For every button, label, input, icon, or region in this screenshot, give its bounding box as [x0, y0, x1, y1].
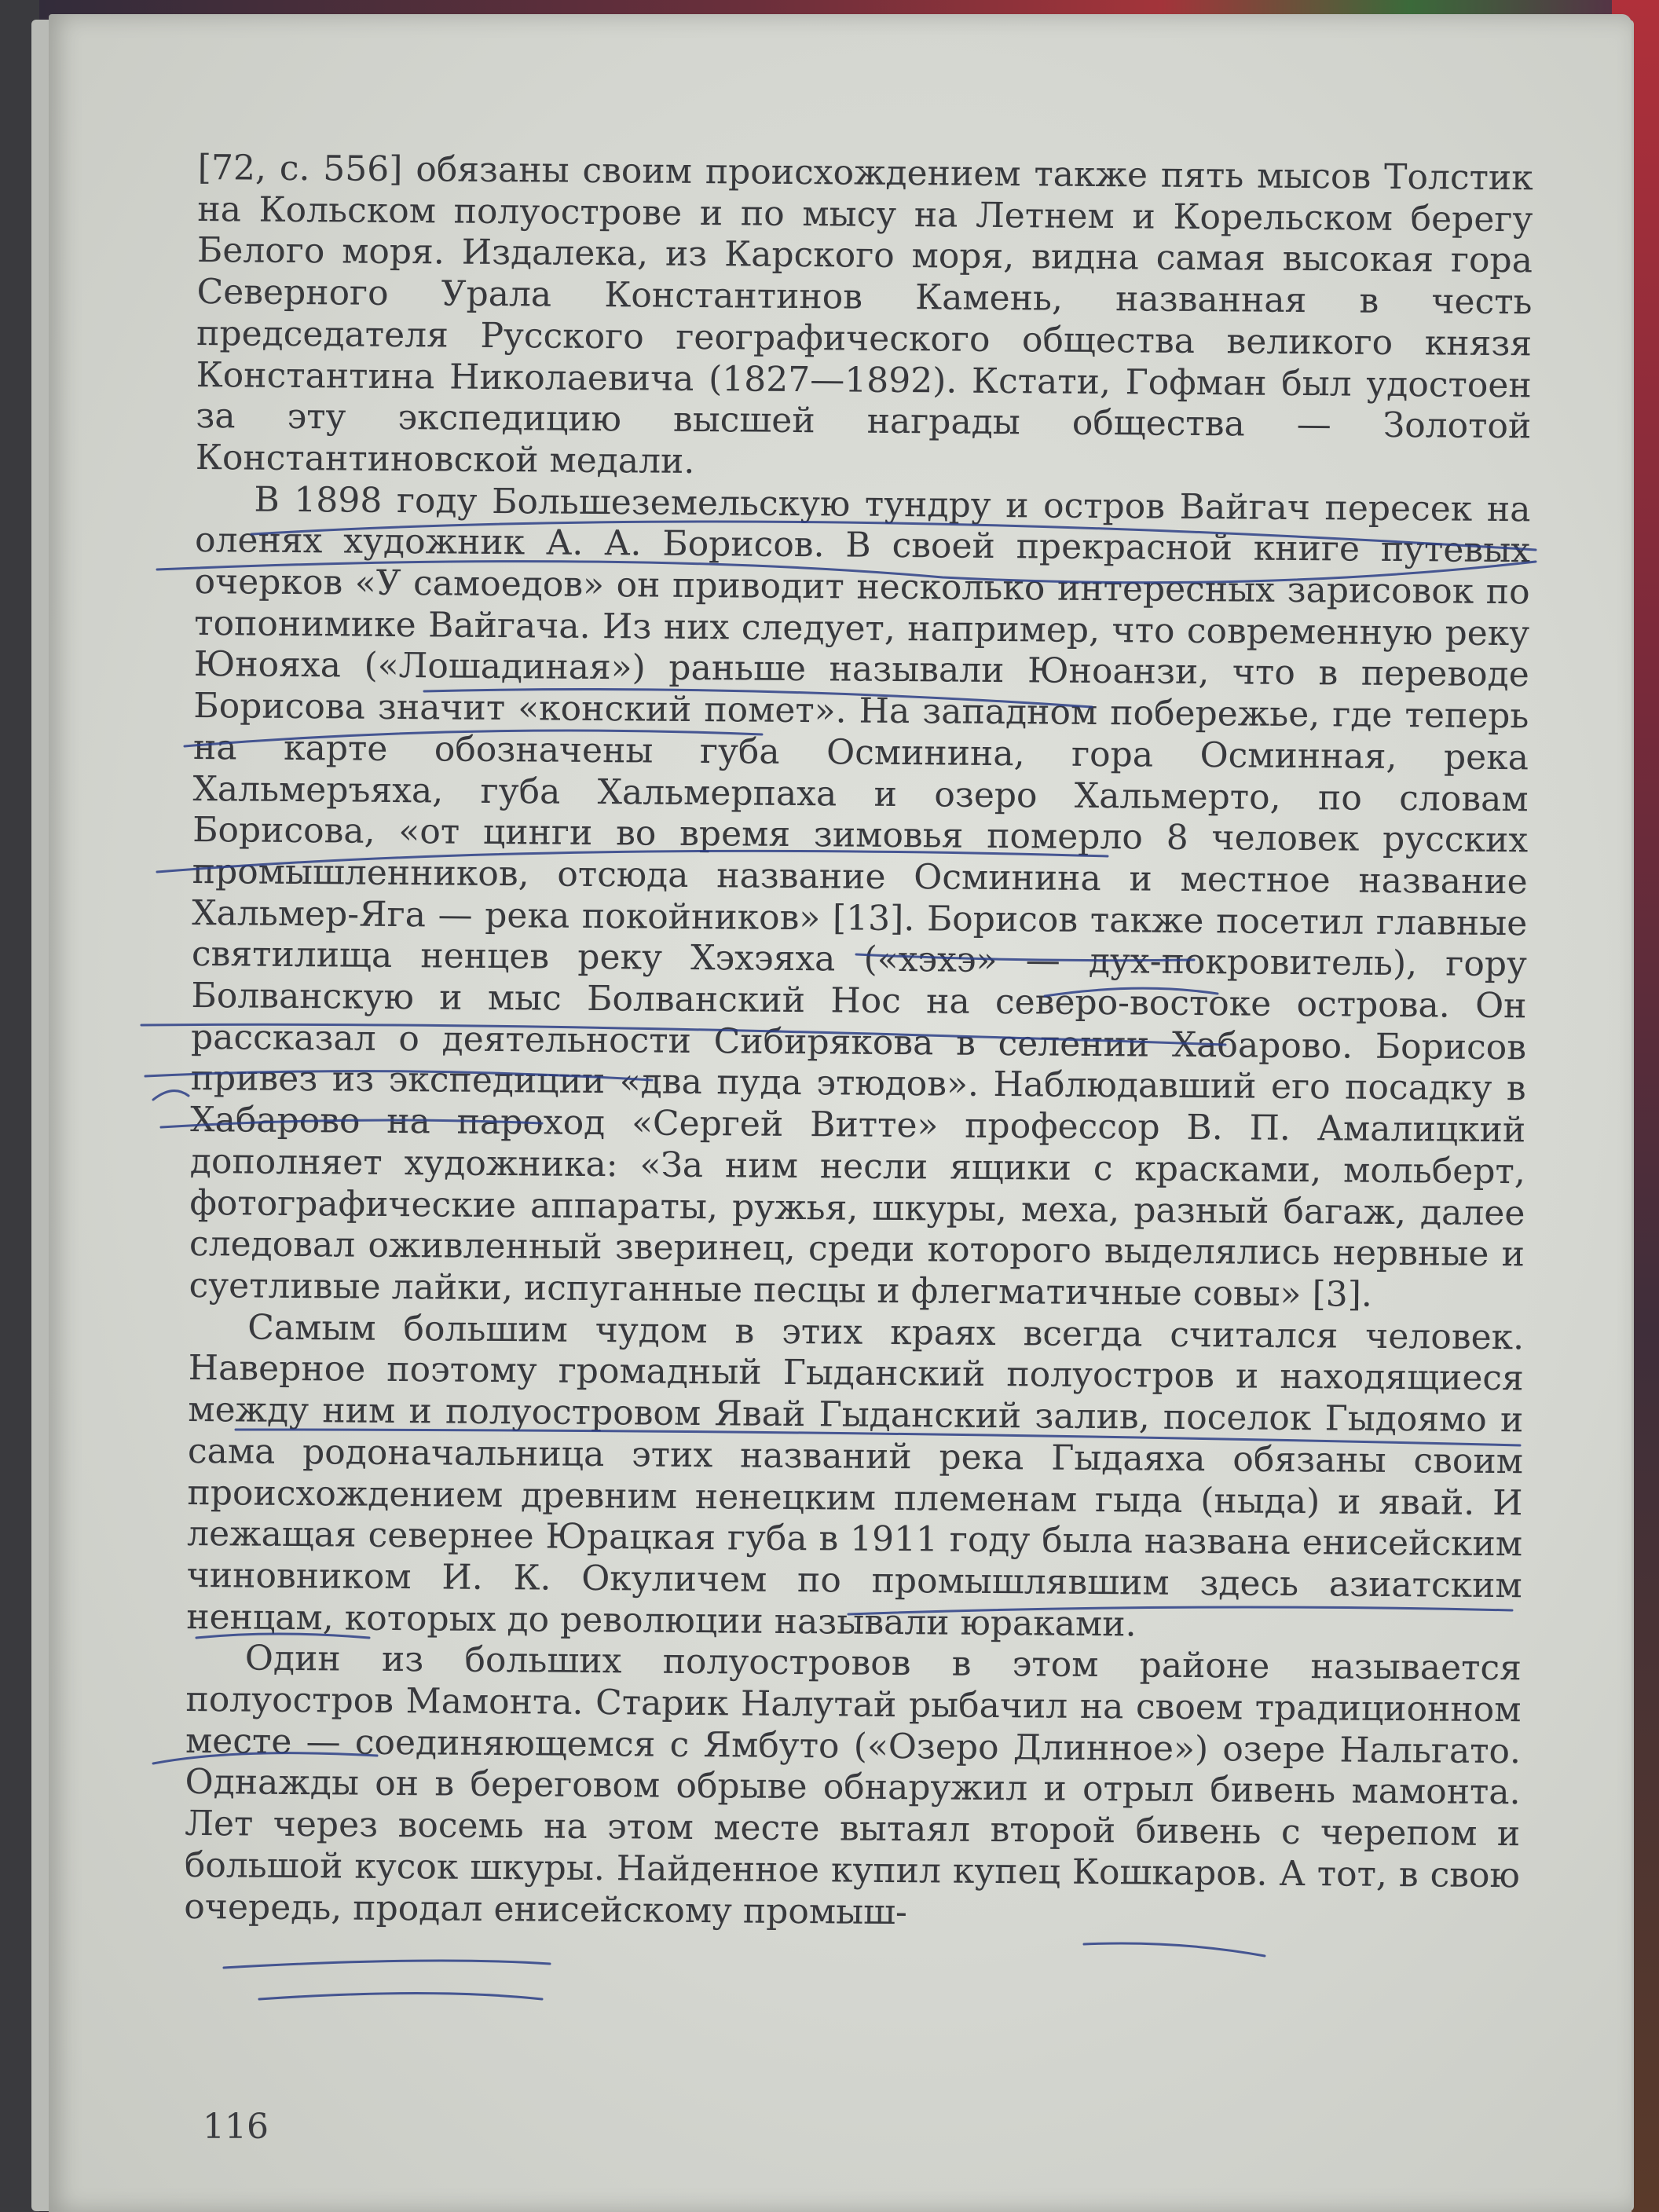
paragraph-4: Один из больших полуостровов в этом районе называется полуостров Мамонта. Старик Налутай рыбачил на своем традиционном месте — соединяющемся с Ямбуто («Озеро Длинное») озере Нальгато. Однажды он в береговом обрыве обнаружил и отрыл бивень мамонта. Лет через восемь на этом месте вытаял второй бивень с черепом и большой кусок шкуры. Найденное купил купец Кошкаров. А тот, в свою очередь, продал енисейскому промыш- — [184, 1638, 1522, 1932]
paragraph-1: [72, с. 556] обязаны своим происхождением также пять мысов Толстик на Кольском полуострове и по мысу на Летнем и Корельском берегу Белого моря. Издалека, из Карского моря, видна самая высокая гора Северного Урала Константинов Камень, названная в честь председателя Русского географического общества великого князя Константина Николаевича (1827—1892). Кстати, Гофман был удостоен за эту экспедицию высшей награды общества — Золотой Константиновской медали. — [195, 148, 1533, 482]
page-number: 116 — [203, 2107, 269, 2147]
page-text — [184, 148, 1533, 1939]
paragraph-3: Самым большим чудом в этих краях всегда считался человек. Наверное поэтому громадный Гыданский полуостров и находящиеся между ним и полуостровом Явай Гыданский залив, поселок Гыдоямо и сама родоначальница этих названий река Гыдаяха обязаны своим происхождением древним ненецким племенам гыда (ныда) и явай. И лежащая севернее Юрацкая губа в 1911 году была названа енисейским чиновником И. К. Окуличем по промышлявшим здесь азиатским ненцам, которых до революции называли юраками. — [186, 1307, 1525, 1645]
paragraph-2: В 1898 году Большеземельскую тундру и остров Вайгач пересек на оленях художник А. А. Борисов. В своей прекрасной книге путевых очерков «У самоедов» он приводит несколько интересных зарисовок по топонимике Вайгача. Из них следует, например, что современную реку Юнояха («Лошадиная») раньше называли Юноанзи, что в переводе Борисова значит «конский помет». На западном побережье, где теперь на карте обозначены губа Осминина, гора Осминная, река Хальмеръяха, губа Хальмерпаха и озеро Хальмерто, по словам Борисова, «от цинги во время зимовья померло 8 человек русских промышленников, отсюда название Осминина и местное название Хальмер-Яга — река покойников» [13]. Борисов также посетил главные святилища ненцев реку Хэхэяха («хэхэ» — дух-покровитель), гору Болванскую и мыс Болванский Нос на северо-востоке острова. Он рассказал о деятельности Сибирякова в селении Хабарово. Борисов привез из экспедиции «два пуда этюдов». Наблюдавший его посадку в Хабарово на пароход «Сергей Витте» профессор В. П. Амалицкий дополняет художника: «За ним несли ящики с красками, мольберт, фотографические аппараты, ружья, шкуры, меха, разный багаж, далее следовал оживленный зверинец, среди которого выделялись нервные и суетливые лайки, испуганные песцы и флегматичные совы» [3]. — [189, 479, 1531, 1315]
